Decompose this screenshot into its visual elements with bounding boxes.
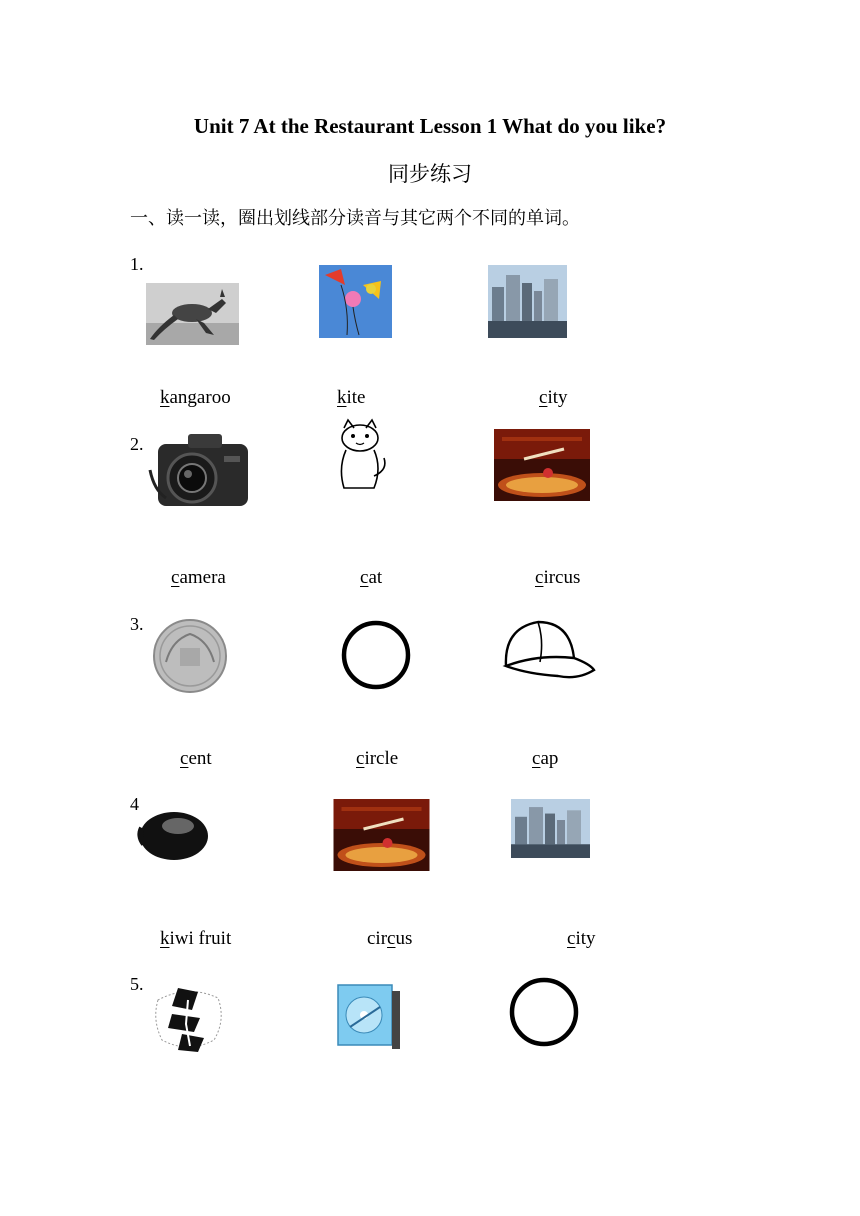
word-circle: circle xyxy=(356,748,399,769)
city-photo xyxy=(511,799,590,858)
instruction-text: 一、读一读，圈出划线部分读音与其它两个不同的单词。 xyxy=(130,208,580,229)
cap-drawing xyxy=(498,614,598,690)
word-kiwi-fruit: kiwi fruit xyxy=(160,928,232,949)
question-number-4: 4 xyxy=(130,794,139,814)
word-circus: circus xyxy=(535,567,581,588)
kiwi-photo xyxy=(134,808,210,864)
circus-photo xyxy=(333,799,430,871)
question-number-5: 5. xyxy=(130,974,144,994)
circle-drawing xyxy=(340,619,412,691)
question-number-2: 2. xyxy=(130,434,144,454)
word-cent: cent xyxy=(180,748,212,769)
question-number-3: 3. xyxy=(130,614,144,634)
kangaroo-photo xyxy=(146,283,239,345)
circle-drawing xyxy=(508,976,580,1048)
word-city: city xyxy=(539,387,568,408)
city-photo xyxy=(488,265,567,338)
coin-photo xyxy=(152,618,228,694)
cat-drawing xyxy=(330,418,392,492)
kites-photo xyxy=(319,265,392,338)
question-number-1: 1. xyxy=(130,254,144,274)
word-circus: circus xyxy=(367,928,413,949)
circus-photo xyxy=(494,429,590,501)
word-camera: camera xyxy=(171,567,226,588)
page-title: Unit 7 At the Restaurant Lesson 1 What do you like? xyxy=(193,114,667,138)
page-subtitle: 同步练习 xyxy=(388,162,472,186)
word-city: city xyxy=(567,928,596,949)
word-kangaroo: kangaroo xyxy=(160,387,231,408)
word-cap: cap xyxy=(532,748,559,769)
camera-photo xyxy=(148,430,252,510)
word-cat: cat xyxy=(360,567,383,588)
kite-drawing xyxy=(148,980,228,1056)
cd-photo xyxy=(336,977,402,1053)
word-kite: kite xyxy=(337,387,366,408)
